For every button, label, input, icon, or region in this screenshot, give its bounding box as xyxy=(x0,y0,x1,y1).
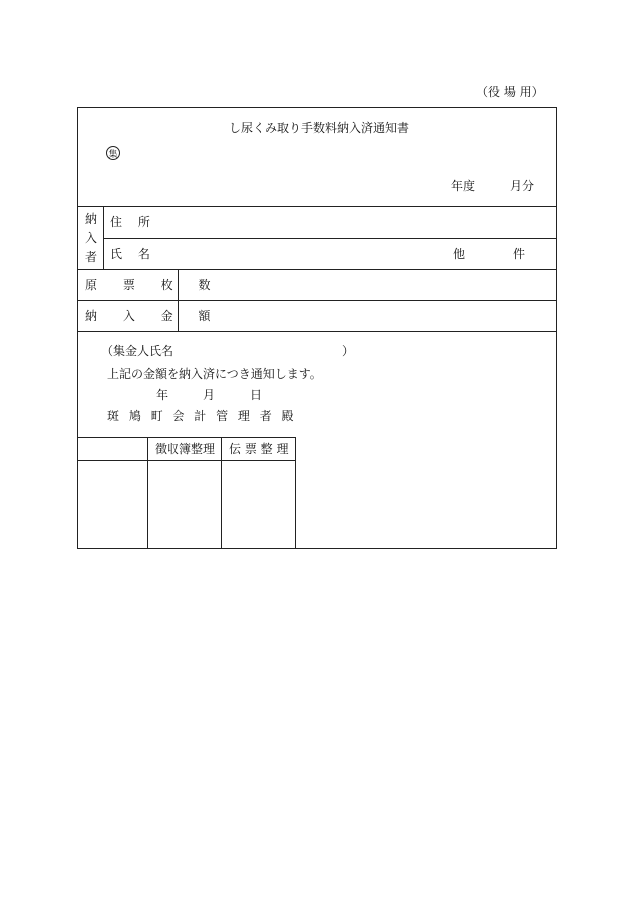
processing-col-2 xyxy=(221,437,222,549)
name-label: 氏 名 xyxy=(110,247,156,261)
count-label: 件 xyxy=(513,247,526,261)
processing-table-header-rule xyxy=(77,460,295,461)
payer-side-text: 納入者 xyxy=(84,212,97,264)
divider-count xyxy=(77,300,557,301)
usage-note: （役 場 用） xyxy=(476,85,544,99)
form-frame xyxy=(77,107,557,549)
processing-col-3 xyxy=(295,437,296,549)
divider-payer xyxy=(77,269,557,270)
stamp-char: 集 xyxy=(108,149,118,160)
address-label: 住 所 xyxy=(110,215,156,229)
date-year: 年 xyxy=(156,388,169,402)
date-month: 月 xyxy=(203,388,216,402)
form-title: し尿くみ取り手数料納入済通知書 xyxy=(229,121,410,135)
divider-header xyxy=(77,206,557,207)
slip-label: 伝 票 整 理 xyxy=(229,442,289,456)
month-label: 月分 xyxy=(510,179,535,193)
divider-address xyxy=(103,238,557,239)
collector-close: ） xyxy=(342,344,355,358)
collector-label: （集金人氏名 xyxy=(101,344,174,358)
other-label: 他 xyxy=(453,247,466,261)
processing-col-1 xyxy=(147,437,148,549)
payer-side-label xyxy=(84,210,98,267)
processing-table-top xyxy=(77,437,295,438)
payer-side-divider xyxy=(103,206,104,269)
divider-amount xyxy=(77,331,557,332)
ledger-label: 徴収簿整理 xyxy=(155,442,216,456)
date-day: 日 xyxy=(250,388,263,402)
original-count-label: 原 票 枚 数 xyxy=(85,278,222,292)
addressee: 斑 鳩 町 会 計 管 理 者 殿 xyxy=(107,409,297,423)
payment-amount-label: 納 入 金 額 xyxy=(85,309,222,323)
collector-stamp-icon xyxy=(106,146,120,160)
notice-text: 上記の金額を納入済につき通知します。 xyxy=(107,367,322,381)
fiscal-year-label: 年度 xyxy=(451,179,476,193)
